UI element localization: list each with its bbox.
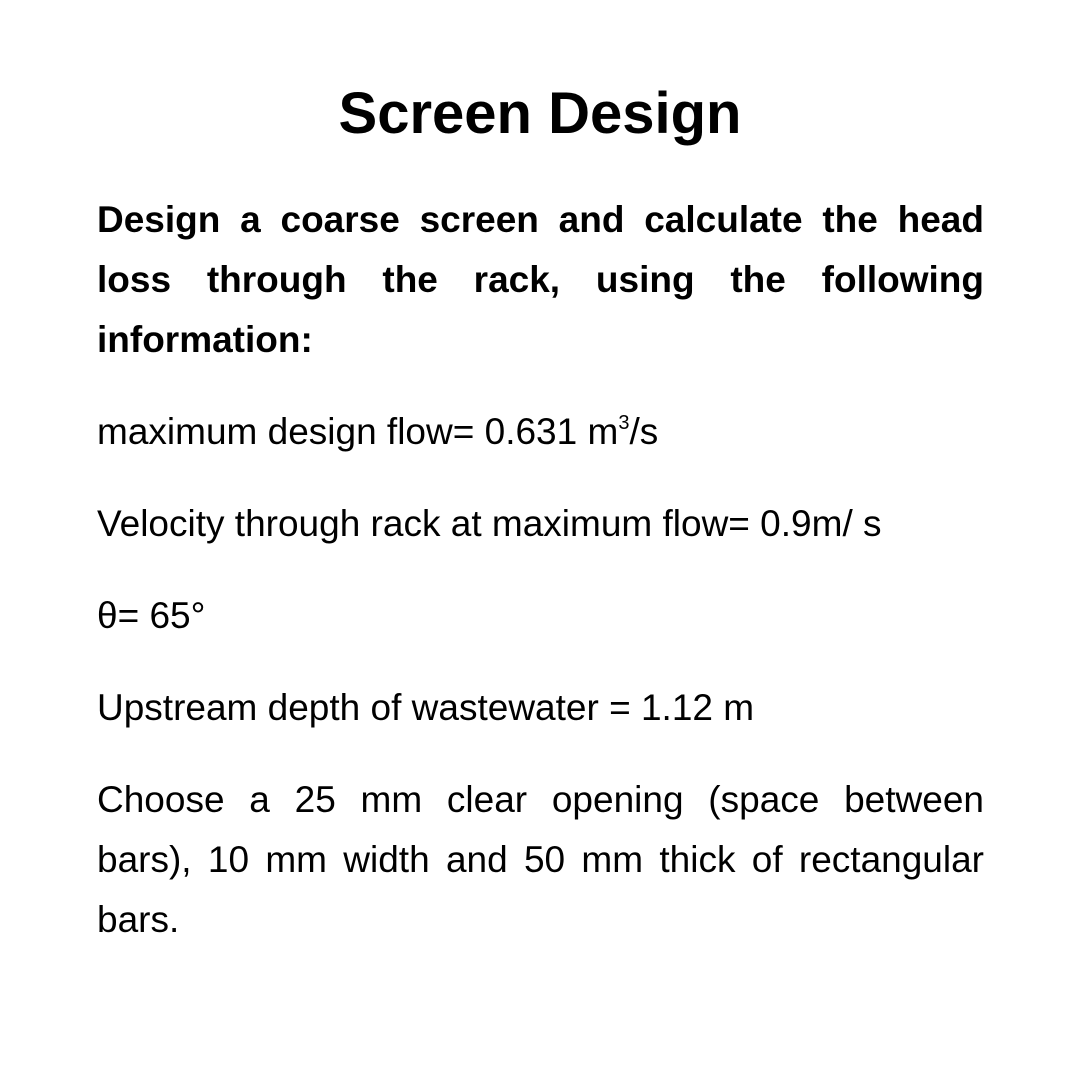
design-flow-line xyxy=(97,402,984,462)
slide-title: Screen Design xyxy=(338,81,742,146)
cubic-exponent: 3 xyxy=(618,411,630,434)
design-flow-text: maximum design flow= 0.631 m xyxy=(97,411,619,452)
upstream-depth-line: Upstream depth of wastewater = 1.12 m xyxy=(97,687,755,728)
problem-intro: Design a coarse screen and calculate the head loss through the rack, using the following information: xyxy=(97,199,984,360)
slide-content xyxy=(97,190,984,982)
bar-spec-line: Choose a 25 mm clear opening (space between bars), 10 mm width and 50 mm thick of rectangular bars. xyxy=(97,779,984,940)
velocity-line: Velocity through rack at maximum flow= 0.9m/ s xyxy=(97,503,882,544)
theta-line: θ= 65° xyxy=(97,595,206,636)
design-flow-unit-suffix: /s xyxy=(629,411,659,452)
